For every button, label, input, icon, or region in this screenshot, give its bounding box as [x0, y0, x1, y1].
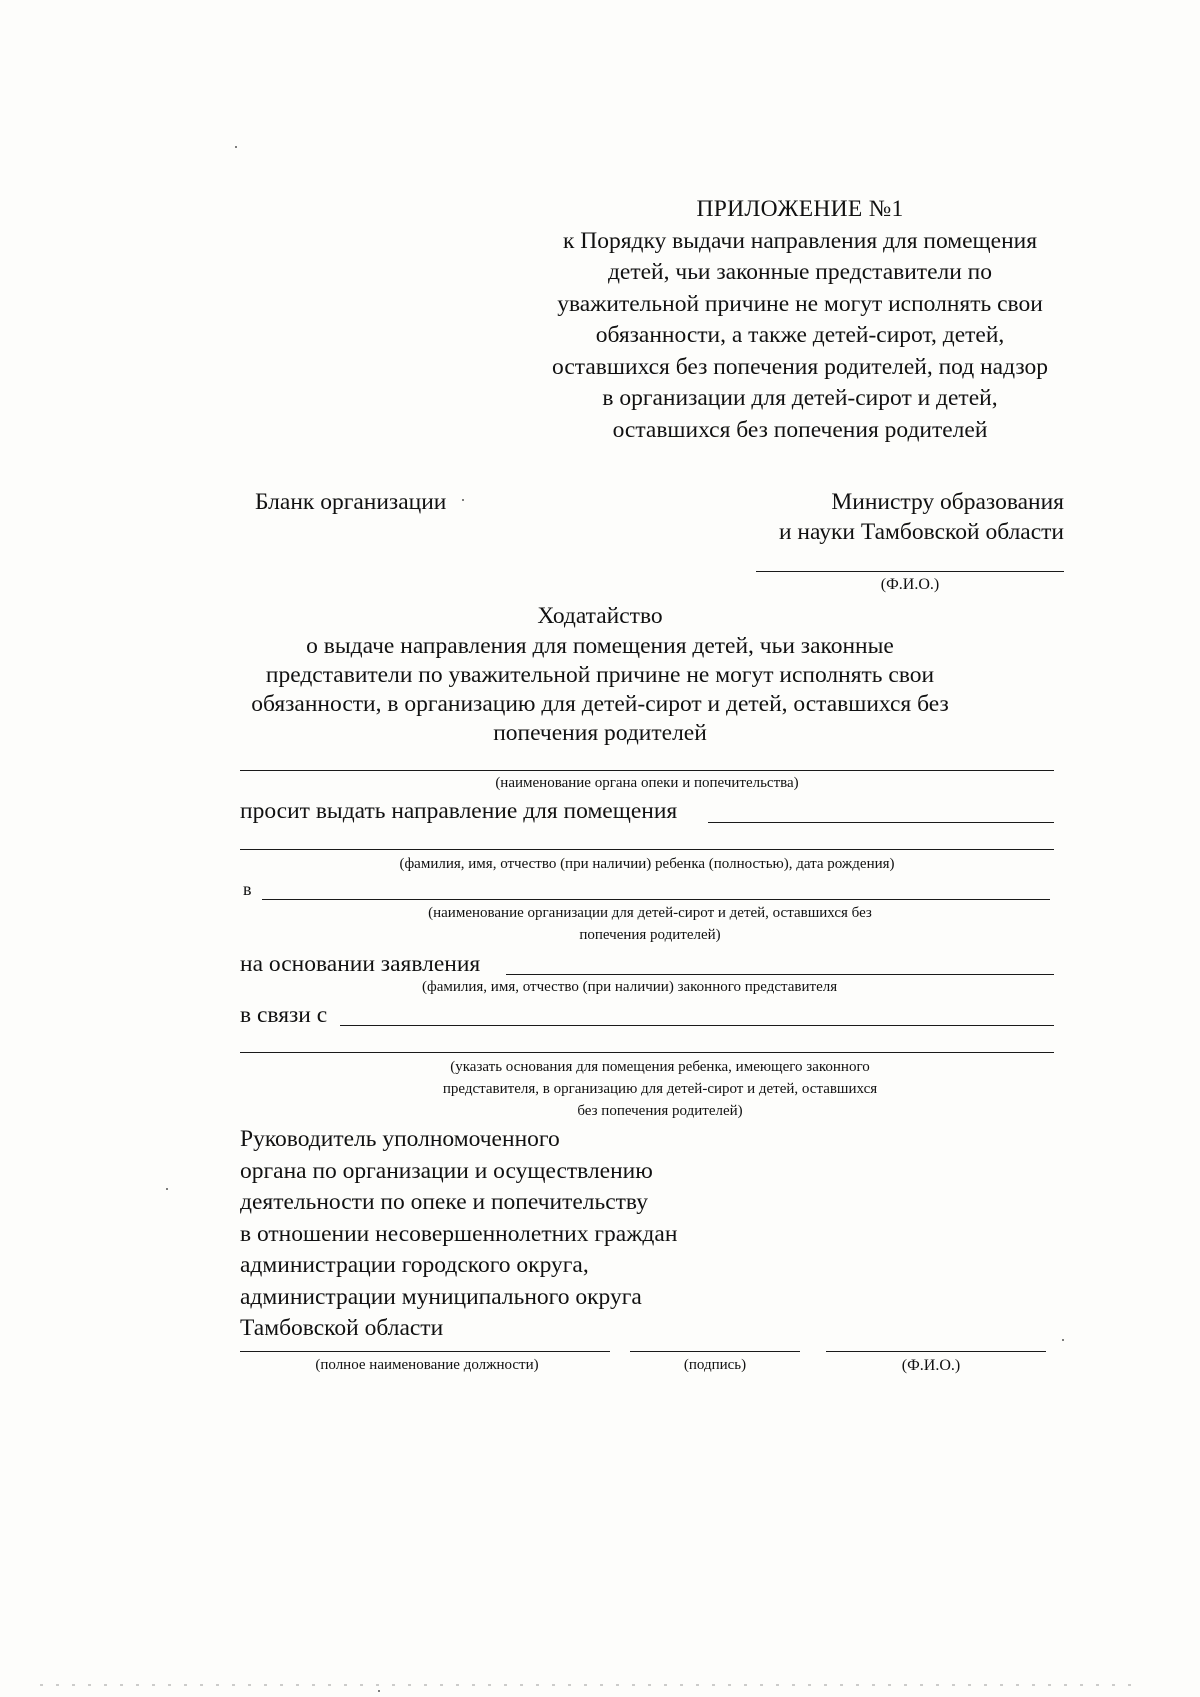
- reason-caption-line-3: без попечения родителей): [577, 1103, 743, 1119]
- position-line: [240, 1351, 610, 1352]
- signature-line: [630, 1351, 800, 1352]
- appendix-line: уважительной причине не могут исполнять свои: [557, 290, 1043, 317]
- representative-caption: (фамилия, имя, отчество (при наличии) законного представителя: [422, 979, 838, 995]
- reason-line-1: [340, 1025, 1054, 1026]
- signatory-line: Руководитель уполномоченного: [240, 1126, 560, 1152]
- appendix-title: ПРИЛОЖЕНИЕ №1: [696, 196, 904, 222]
- appendix-line: в организации для детей-сирот и детей,: [602, 385, 998, 411]
- petition-subtitle-line: попечения родителей: [493, 720, 707, 746]
- reason-label: в связи с: [240, 1002, 328, 1028]
- petition-subtitle-line: о выдаче направления для помещения детей, чьи законные: [306, 633, 894, 659]
- guardianship-body-line: [240, 770, 1054, 771]
- basis-label: на основании заявления: [240, 951, 481, 977]
- signatory-line: в отношении несовершеннолетних граждан: [240, 1220, 678, 1247]
- signatory-block: [240, 1124, 677, 1345]
- reason-caption-line-1: (указать основания для помещения ребенка, имеющего законного: [450, 1059, 870, 1075]
- signatory-line: органа по организации и осуществлению: [240, 1157, 653, 1184]
- scan-speck: [378, 1690, 380, 1692]
- organization-blank-label: Бланк организации: [255, 489, 447, 515]
- scan-speck: [1062, 1339, 1064, 1341]
- addressee-fio-caption: (Ф.И.О.): [880, 576, 940, 593]
- appendix-line: обязанности, а также детей-сирот, детей,: [595, 322, 1005, 348]
- signatory-line: деятельности по опеке и попечительству: [240, 1189, 648, 1215]
- guardianship-body-caption: (наименование органа опеки и попечительства): [495, 775, 799, 791]
- appendix-line: к Порядку выдачи направления для помещения: [562, 227, 1038, 254]
- appendix-line: оставшихся без попечения родителей: [612, 416, 988, 443]
- child-name-line-1: [708, 822, 1054, 823]
- addressee-line-2: и науки Тамбовской области: [778, 519, 1064, 545]
- signatory-line: администрации городского округа,: [240, 1252, 589, 1278]
- scan-speck: [462, 499, 464, 501]
- signatory-fio-line: [826, 1351, 1046, 1352]
- reason-caption-line-2: представителя, в организацию для детей-сирот и детей, оставшихся: [442, 1081, 878, 1097]
- organization-caption-line-2: попечения родителей): [579, 927, 721, 943]
- appendix-line: оставшихся без попечения родителей, под надзор: [552, 353, 1048, 380]
- petition-subtitle-line: представители по уважительной причине не могут исполнять свои: [265, 662, 935, 688]
- petition-title: Ходатайство: [537, 603, 663, 629]
- organization-caption-line-1: (наименование организации для детей-сирот и детей, оставшихся без: [428, 905, 872, 921]
- reason-line-2: [240, 1052, 1054, 1053]
- signatory-fio-caption: (Ф.И.О.): [901, 1357, 961, 1374]
- organization-line: [262, 899, 1050, 900]
- signature-caption: (подпись): [683, 1357, 747, 1373]
- scan-speck: [235, 146, 237, 148]
- appendix-line: детей, чьи законные представители по: [607, 259, 993, 285]
- request-label: просит выдать направление для помещения: [240, 798, 678, 824]
- scan-edge-noise: [40, 1684, 1140, 1686]
- signatory-line: Тамбовской области: [240, 1315, 444, 1341]
- scan-speck: [166, 1188, 168, 1190]
- appendix-block: [520, 194, 1080, 446]
- representative-line: [506, 974, 1054, 975]
- petition-subtitle-line: обязанности, в организацию для детей-сирот и детей, оставшихся без: [251, 691, 949, 717]
- child-name-line-2: [240, 849, 1054, 850]
- addressee-line-1: Министру образования: [831, 489, 1064, 515]
- position-caption: (полное наименование должности): [315, 1357, 539, 1373]
- child-caption: (фамилия, имя, отчество (при наличии) ребенка (полностью), дата рождения): [399, 856, 895, 872]
- in-label: в: [243, 879, 252, 899]
- signatory-line: администрации муниципального округа: [240, 1283, 642, 1310]
- addressee-fio-line: [756, 571, 1064, 572]
